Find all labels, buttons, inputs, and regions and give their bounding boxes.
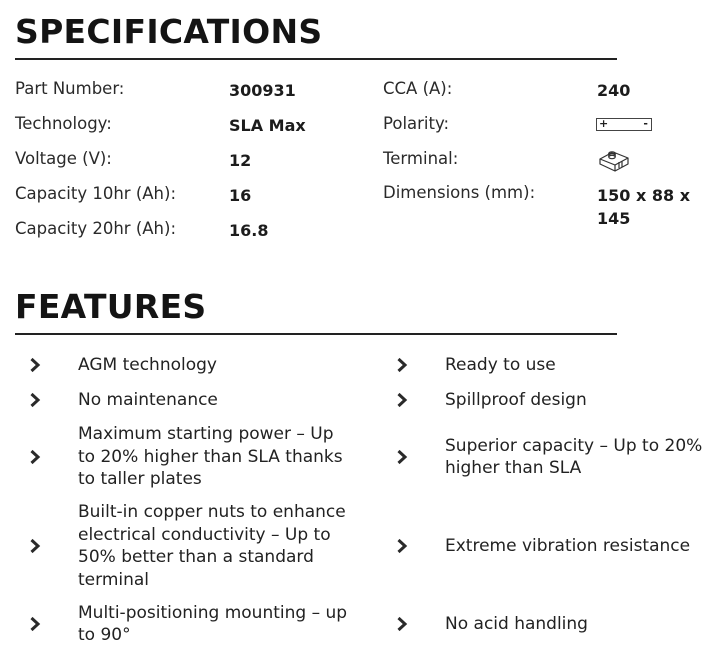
terminal-icon xyxy=(597,147,631,177)
feature-text xyxy=(78,501,378,591)
feature-text-line: higher than SLA xyxy=(445,458,582,478)
feature-item xyxy=(392,613,588,636)
spec-label-polarity: Polarity: xyxy=(383,114,450,133)
spec-value-part-number: 300931 xyxy=(229,81,296,100)
feature-text-line: to taller plates xyxy=(78,469,202,490)
chevron-right-icon xyxy=(25,391,45,409)
feature-text xyxy=(445,389,720,412)
feature-text-line: Maximum starting power – Up xyxy=(78,424,334,445)
spec-label-dimensions: Dimensions (mm): xyxy=(383,183,536,202)
spec-label-cca: CCA (A): xyxy=(383,79,453,98)
spec-value-dimensions-line2: 145 xyxy=(597,209,631,228)
feature-text xyxy=(78,389,378,412)
feature-item xyxy=(392,435,703,480)
specifications-divider xyxy=(15,58,617,60)
specifications-heading: SPECIFICATIONS xyxy=(15,12,323,51)
feature-text-line: No acid handling xyxy=(445,613,588,634)
feature-item xyxy=(25,389,218,412)
spec-label-voltage: Voltage (V): xyxy=(15,149,112,168)
chevron-right-icon xyxy=(25,356,45,374)
spec-value-voltage: 12 xyxy=(229,151,252,170)
feature-item xyxy=(392,354,556,377)
spec-label-capacity-10hr: Capacity 10hr (Ah): xyxy=(15,184,177,203)
feature-item xyxy=(25,602,348,647)
feature-text-line: Ready to use xyxy=(445,354,556,375)
feature-text-line: to 20% higher than SLA thanks xyxy=(78,446,343,467)
feature-text-line: electrical conductivity – Up to xyxy=(78,524,331,545)
feature-text xyxy=(445,535,720,558)
chevron-right-icon xyxy=(392,537,412,555)
feature-item xyxy=(25,501,346,591)
feature-text-line: AGM technology xyxy=(78,354,217,375)
spec-value-cca: 240 xyxy=(597,81,631,100)
spec-label-technology: Technology: xyxy=(15,114,112,133)
feature-text-line: Spillproof design xyxy=(445,389,587,410)
polarity-minus-sign: - xyxy=(643,117,648,130)
feature-text-line: Superior capacity – Up to 20% xyxy=(445,435,703,456)
feature-text-line: Extreme vibration resistance xyxy=(445,535,691,556)
chevron-right-icon xyxy=(25,448,45,466)
feature-text-line: to 90° xyxy=(78,625,131,645)
feature-item xyxy=(392,389,587,412)
spec-value-technology: SLA Max xyxy=(229,116,306,135)
feature-text xyxy=(78,354,378,377)
feature-text-line: Built-in copper nuts to enhance xyxy=(78,502,346,522)
feature-item xyxy=(392,535,691,558)
feature-item xyxy=(25,423,343,491)
polarity-plus-sign: + xyxy=(599,117,609,130)
chevron-right-icon xyxy=(392,391,412,409)
feature-text-line: No maintenance xyxy=(78,389,218,410)
battery-polarity-icon xyxy=(596,118,652,131)
chevron-right-icon xyxy=(25,537,45,555)
feature-text xyxy=(445,354,720,377)
feature-text-line: Multi-positioning mounting – up xyxy=(78,602,348,623)
chevron-right-icon xyxy=(392,356,412,374)
feature-text-line: 50% better than a standard xyxy=(78,547,314,567)
chevron-right-icon xyxy=(392,448,412,466)
feature-text xyxy=(445,435,720,480)
spec-value-capacity-10hr: 16 xyxy=(229,186,252,205)
feature-text xyxy=(78,602,378,647)
spec-label-capacity-20hr: Capacity 20hr (Ah): xyxy=(15,219,177,238)
feature-text-line: terminal xyxy=(78,569,150,590)
features-heading: FEATURES xyxy=(15,287,207,326)
feature-item xyxy=(25,354,217,377)
feature-text xyxy=(78,423,378,491)
spec-value-capacity-20hr: 16.8 xyxy=(229,221,269,240)
feature-text xyxy=(445,613,720,636)
spec-label-terminal: Terminal: xyxy=(383,149,459,168)
spec-value-dimensions-line1: 150 x 88 x xyxy=(597,186,691,205)
spec-label-part-number: Part Number: xyxy=(15,79,125,98)
features-divider xyxy=(15,333,617,335)
chevron-right-icon xyxy=(25,615,45,633)
chevron-right-icon xyxy=(392,615,412,633)
